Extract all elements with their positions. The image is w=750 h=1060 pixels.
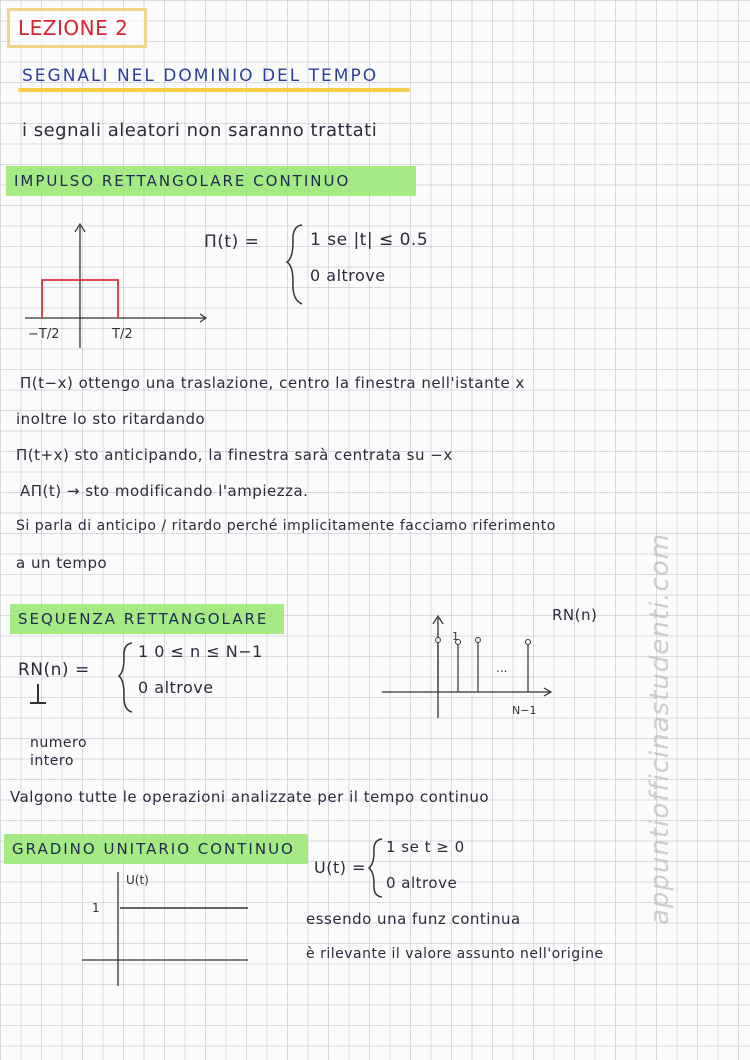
intro-text: i segnali aleatori non saranno trattati xyxy=(22,120,378,141)
sequence-n-end: N−1 xyxy=(512,704,537,717)
note-line-2: inoltre lo sto ritardando xyxy=(16,410,206,428)
sequence-n-note: numero intero xyxy=(30,735,88,769)
sequence-case-1: 1 0 ≤ n ≤ N−1 xyxy=(138,642,263,661)
note-line-3: Π(t+x) sto anticipando, la finestra sarà centrata su −x xyxy=(16,446,453,464)
step-case-2: 0 altrove xyxy=(386,874,458,892)
step-graph xyxy=(80,868,260,990)
step-note-2: è rilevante il valore assunto nell'origine xyxy=(306,946,604,962)
step-lhs: U(t) = xyxy=(314,858,366,877)
note-line-6: a un tempo xyxy=(16,554,108,572)
sequence-lhs: RN(n) = xyxy=(18,660,90,680)
sequence-stems xyxy=(436,638,531,693)
section-heading: SEGNALI NEL DOMINIO DEL TEMPO xyxy=(22,66,379,86)
sequence-one-label: 1 xyxy=(452,630,459,643)
impulse-brace xyxy=(284,222,308,308)
sequence-case-2: 0 altrove xyxy=(138,678,214,697)
heading-gradino: GRADINO UNITARIO CONTINUO xyxy=(4,834,308,864)
sequence-graph-label: RN(n) xyxy=(552,606,598,624)
step-one-label: 1 xyxy=(92,901,100,915)
sequence-dots: ... xyxy=(496,661,508,675)
impulse-case-2: 0 altrove xyxy=(310,266,386,285)
step-note-1: essendo una funz continua xyxy=(306,910,521,928)
sequence-brace xyxy=(116,640,138,716)
valgono-text: Valgono tutte le operazioni analizzate per il tempo continuo xyxy=(10,788,490,806)
impulse-graph xyxy=(20,218,220,358)
step-axis-label: U(t) xyxy=(126,873,149,887)
section-heading-underline xyxy=(18,88,410,92)
impulse-lhs: Π(t) = xyxy=(204,232,260,252)
watermark: appuntiofficinastudenti.com xyxy=(645,532,675,925)
lesson-title: LEZIONE 2 xyxy=(7,8,147,48)
note-line-5: Si parla di anticipo / ritardo perché implicitamente facciamo riferimento xyxy=(16,518,556,534)
impulse-case-1: 1 se |t| ≤ 0.5 xyxy=(310,230,429,250)
step-case-1: 1 se t ≥ 0 xyxy=(386,838,465,856)
impulse-tick-left: −T/2 xyxy=(28,327,60,342)
sequence-pointer-line xyxy=(37,684,39,702)
sequence-graph xyxy=(380,610,580,720)
note-line-1: Π(t−x) ottengo una traslazione, centro la finestra nell'istante x xyxy=(20,374,525,392)
note-line-4: AΠ(t) → sto modificando l'ampiezza. xyxy=(20,482,309,500)
step-brace xyxy=(366,836,388,900)
impulse-tick-right: T/2 xyxy=(112,327,133,342)
heading-sequenza: SEQUENZA RETTANGOLARE xyxy=(10,604,284,634)
sequence-pointer-base xyxy=(30,702,46,704)
heading-impulso: IMPULSO RETTANGOLARE CONTINUO xyxy=(6,166,416,196)
